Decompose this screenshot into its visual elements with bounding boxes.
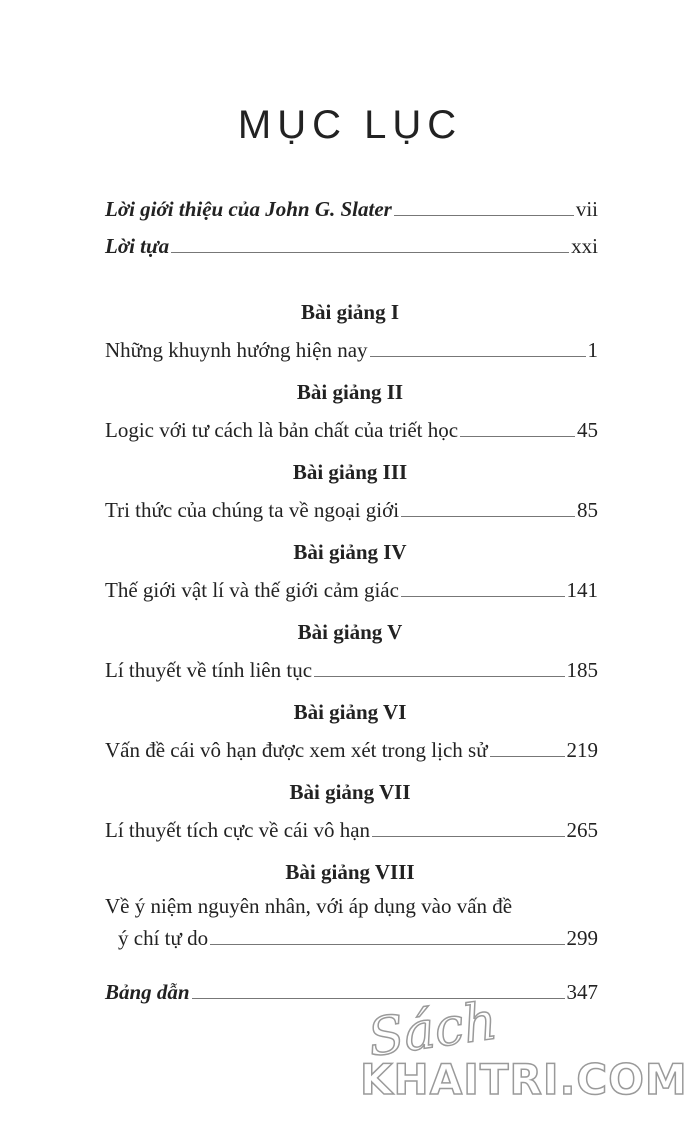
toc-entry-label: Lí thuyết về tính liên tục [105,658,313,682]
toc-page-number: 1 [587,338,598,362]
lecture-heading: Bài giảng III [292,460,408,484]
lecture-heading: Bài giảng VI [293,700,407,724]
toc-page-number: 219 [566,738,598,762]
dot-leader [401,515,575,517]
toc-entry-label: Lời giới thiệu của John G. Slater [105,197,392,221]
toc-page-number: 85 [577,498,598,522]
watermark-brand: KHAITRI.COM [360,1055,688,1104]
toc-entry-label: Bảng dẫn [105,980,190,1004]
toc-entry-lecture-3[interactable] [105,497,598,523]
toc-page-number: 185 [566,658,598,682]
toc-entry-lecture-7[interactable] [105,817,598,843]
dot-leader [314,675,564,677]
toc-page-number: 141 [566,578,598,602]
toc-entry-lecture-5[interactable] [105,657,598,683]
toc-entry-lecture-2[interactable] [105,417,598,443]
dot-leader [460,435,575,437]
dot-leader [490,755,565,757]
toc-entry-lecture-4[interactable] [105,577,598,603]
toc-entry-label: Lí thuyết tích cực về cái vô hạn [105,818,371,842]
lecture-heading: Bài giảng VIII [285,860,415,884]
toc-entry-label: Thế giới vật lí và thế giới cảm giác [105,578,399,602]
page-title: MỤC LỤC [237,103,463,147]
dot-leader [210,943,564,945]
toc-entry-label: Logic với tư cách là bản chất của triết học [105,418,459,442]
dot-leader [171,251,569,253]
watermark-script: Sách [364,991,501,1069]
toc-page-number: 347 [566,980,598,1004]
dot-leader [192,997,565,999]
lecture-heading: Bài giảng IV [293,540,407,564]
toc-page-number: 45 [577,418,598,442]
toc-entry-label: Vấn đề cái vô hạn được xem xét trong lịch sử [105,738,488,762]
toc-entry-label: ý chí tự do [118,926,209,950]
toc-entry-lecture-1[interactable] [105,337,598,363]
toc-page-number: 265 [566,818,598,842]
lecture-heading: Bài giảng VII [289,780,411,804]
dot-leader [370,355,586,357]
toc-page-number: 299 [566,926,598,950]
dot-leader [401,595,565,597]
toc-entry-lecture-8-line1[interactable]: Về ý niệm nguyên nhân, với áp dụng vào vấn đề [105,894,513,918]
lecture-heading: Bài giảng II [296,380,404,404]
toc-entry-lecture-6[interactable] [105,737,598,763]
toc-entry-label: Những khuynh hướng hiện nay [105,338,368,362]
toc-entry-introduction[interactable] [105,196,598,222]
lecture-heading: Bài giảng V [297,620,403,644]
toc-entry-label: Tri thức của chúng ta về ngoại giới [105,498,400,522]
toc-page-number: xxi [571,234,598,258]
toc-entry-label: Lời tựa [105,234,170,258]
toc-entry-lecture-8[interactable] [118,925,598,951]
lecture-heading: Bài giảng I [300,300,400,324]
toc-page-number: vii [575,197,598,221]
toc-entry-preface[interactable] [105,233,598,259]
dot-leader [372,835,564,837]
dot-leader [394,214,574,216]
